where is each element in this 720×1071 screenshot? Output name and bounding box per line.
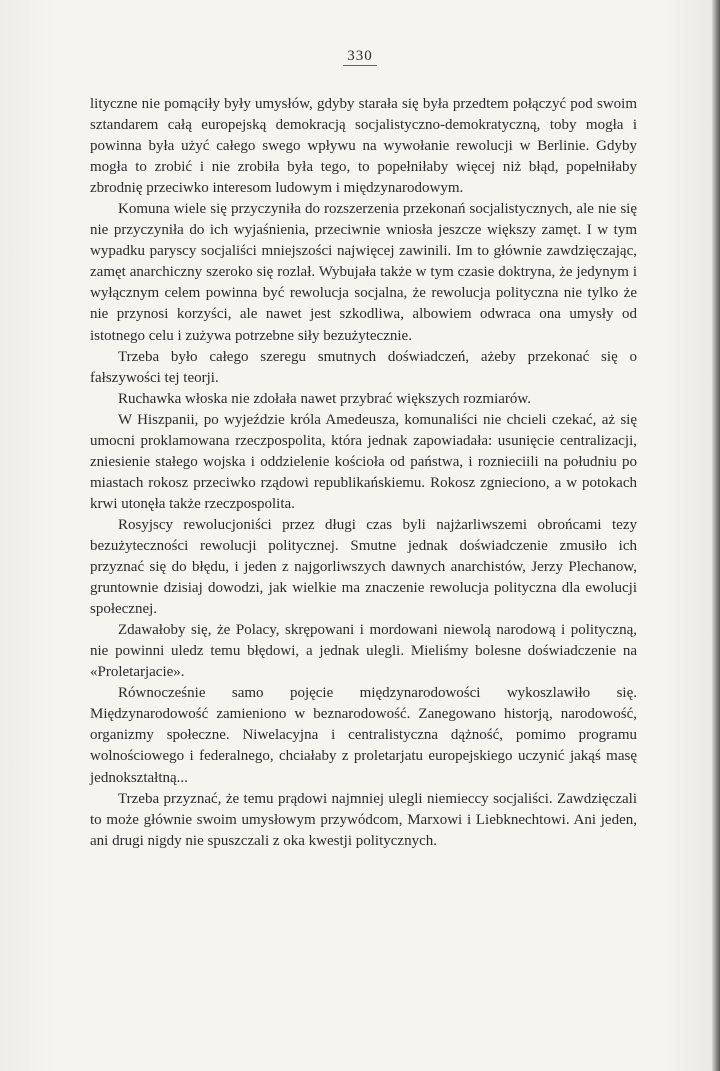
paragraph-8: Równocześnie samo pojęcie międzynarodowości wykoszlawiło się. Międzynarodowość zamieniono w beznarodowość. Zanegowano historją, narodowość, organizmy społeczne. Niwelacyjna i centralistyczna dążność, pomimo programu wolnościowego i federalnego, chciałaby z proletarjatu europejskiego uczynić jakąś masę jednokształtną... — [90, 685, 637, 786]
paragraph-3: Trzeba było całego szeregu smutnych doświadczeń, ażeby przekonać się o fałszywości tej teorji. — [90, 348, 637, 386]
paragraph-5: W Hiszpanii, po wyjeździe króla Amedeusza, komunaliści nie chcieli czekać, aż się umocni proklamowana rzeczpospolita, która jednak zapowiadała: usunięcie centralizacji, zniesienie stałego wojska i oddzielenie kościoła od państwa, i roznieciili na południu po miastach rokosz przeciwko rządowi republikańskiemu. Rokosz zgnieciono, a w potokach krwi utonęła także rzeczpospolita. — [90, 411, 637, 512]
paragraph-2: Komuna wiele się przyczyniła do rozszerzenia przekonań socjalistycznych, ale nie się nie przyczyniła do ich wyjaśnienia, przeciwnie wniosła jeszcze większy zamęt. I w tym wypadku paryscy socjaliści mniejszości najwięcej zawinili. Im to głównie zawdzięczając, zamęt anarchiczny szeroko się rozlał. Wybujała także w tym czasie doktryna, że jedynym i wyłącznym celem powinna być rewolucja socjalna, że rewolucja polityczna nie tylko że nie przynosi korzyści, ale nawet jest szkodliwa, albowiem odwraca ona umysły od istotnego celu i zużywa potrzebne siły bezużytecznie. — [90, 201, 637, 344]
paragraph-6: Rosyjscy rewolucjoniści przez długi czas byli najżarliwszemi obrońcami tezy bezużyteczności rewolucji politycznej. Smutne jednak doświadczenie zmusiło ich przyznać się do błędu, i jeden z najgorliwszych dawnych anarchistów, Jerzy Plechanow, gruntownie dzisiaj dowodzi, jak wielkie ma znaczenie rewolucja polityczna dla ewolucji społecznej. — [90, 516, 637, 618]
body-text — [90, 94, 637, 852]
paragraph-9: Trzeba przyznać, że temu prądowi najmniej ulegli niemieccy socjaliści. Zawdzięczali to może głównie swoim umysłowym przywódcom, Marxowi i Liebknechtowi. Ani jeden, ani drugi nigdy nie spuszczali z oka kwestji politycznych. — [90, 790, 637, 849]
page-number — [0, 48, 720, 65]
paragraph-7: Zdawałoby się, że Polacy, skrępowani i mordowani niewolą narodową i polityczną, nie powinni uledz temu błędowi, a jednak ulegli. Mieliśmy bolesne doświadczenie na «Proletarjacie». — [90, 622, 637, 681]
page-edge-shadow — [712, 0, 720, 1071]
paragraph-1: lityczne nie pomąciły były umysłów, gdyby starała się była przedtem połączyć pod swoim sztandarem całą europejską demokracją socjalistyczno-demokratyczną, toby mogła i powinna była użyć całego swego wpływu na wywołanie rewolucji w Berlinie. Gdyby mogła to zrobić i nie zrobiła była tego, to popełniłaby więcej niż błąd, popełniłaby zbrodnię przeciwko interesom ludowym i międzynarodowym. — [90, 96, 637, 197]
paragraph-4: Ruchawka włoska nie zdołała nawet przybrać większych rozmiarów. — [118, 390, 532, 407]
page-number-text: 330 — [343, 48, 377, 66]
